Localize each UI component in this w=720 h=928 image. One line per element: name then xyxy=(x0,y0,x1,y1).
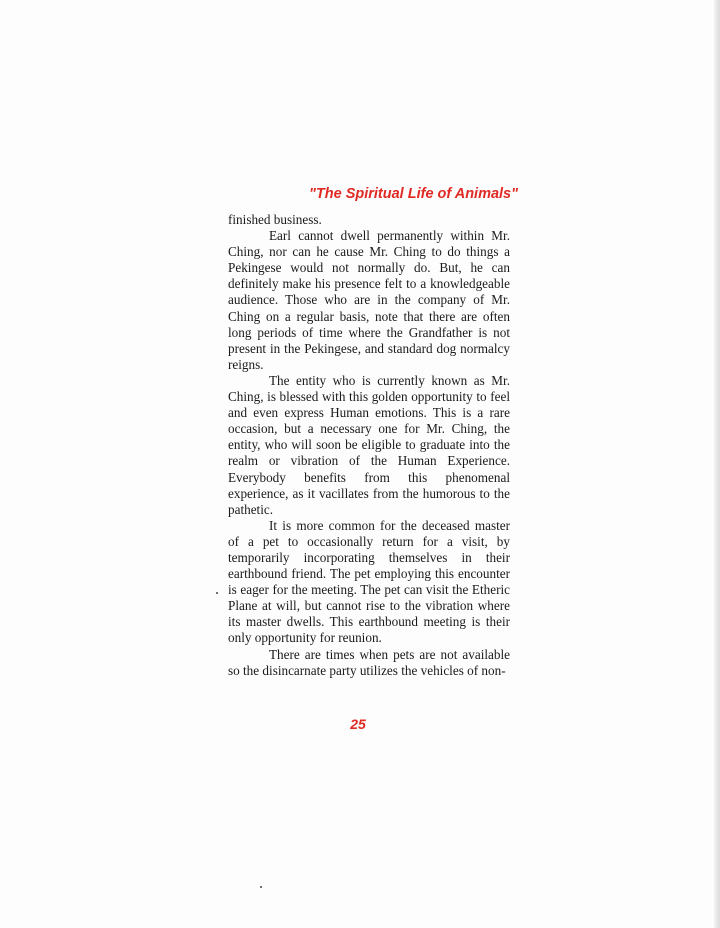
page-body-text xyxy=(228,212,510,679)
paragraph: The entity who is currently known as Mr. Ching, is blessed with this golden opportunity to feel and even express Human emotions. This is a rare occasion, but a necessary one for Mr. Ching, the entity, who will soon be eligible to graduate into the realm or vibration of the Human Experience. Everybody benefits from this phenomenal experience, as it vacillates from the humorous to the pathetic. xyxy=(228,372,510,517)
paragraph: Earl cannot dwell permanently within Mr. Ching, nor can he cause Mr. Ching to do things a Pekingese would not normally do. But, he can definitely make his presence felt to a knowledgeable audience. Those who are in the company of Mr. Ching on a regular basis, note that there are often long periods of time where the Grandfather is not present in the Pekingese, and standard dog normalcy reigns. xyxy=(228,228,510,372)
running-header-title: "The Spiritual Life of Animals" xyxy=(309,186,518,202)
page-number: 25 xyxy=(350,716,366,732)
scan-speck xyxy=(260,886,262,888)
paragraph-continuation: finished business. xyxy=(228,212,322,227)
scan-speck xyxy=(216,592,218,594)
scan-edge-shadow xyxy=(714,0,720,928)
paragraph: There are times when pets are not available so the disincarnate party utilizes the vehicles of non- xyxy=(228,646,510,678)
paragraph: It is more common for the deceased master of a pet to occasionally return for a visit, by temporarily incorporating themselves in their earthbound friend. The pet employing this encounter is eager for the meeting. The pet can visit the Etheric Plane at will, but cannot rise to the vibration where its master dwells. This earthbound meeting is their only opportunity for reunion. xyxy=(228,517,510,646)
